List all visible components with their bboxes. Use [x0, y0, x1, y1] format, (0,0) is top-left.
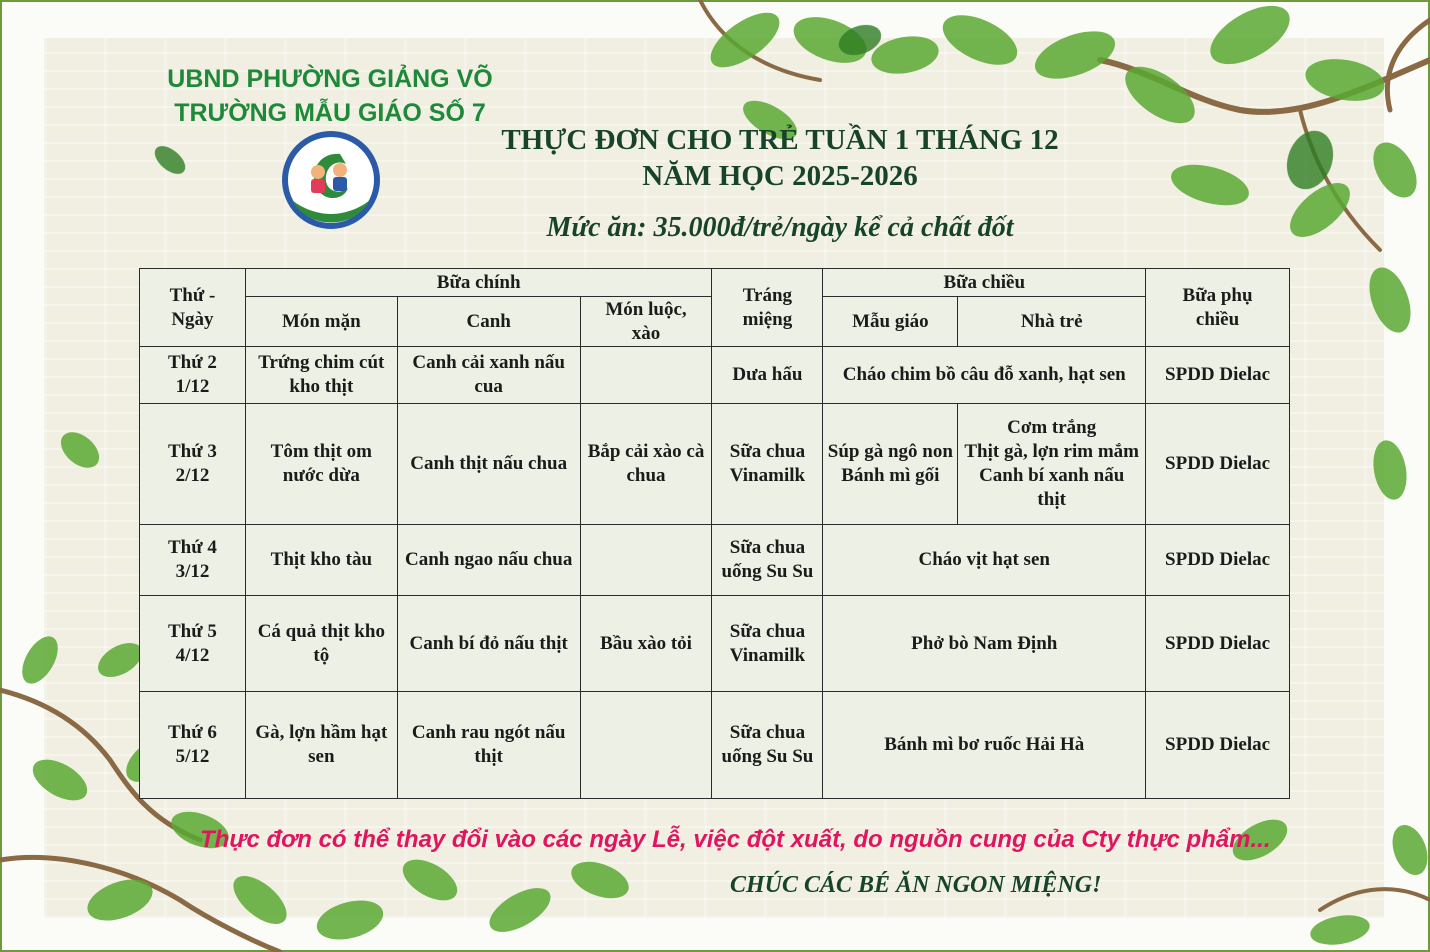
luoc-cell [580, 525, 712, 596]
dessert-cell: Dưa hấu [712, 347, 823, 404]
canh-cell: Canh cải xanh nấu cua [397, 347, 580, 404]
luoc-cell [580, 692, 712, 799]
dessert-cell: Sữa chua Vinamilk [712, 596, 823, 692]
snack-cell: SPDD Dielac [1146, 525, 1290, 596]
school-line1: UBND PHƯỜNG GIẢNG VÕ [167, 65, 493, 93]
day-cell: Thứ 2 1/12 [140, 347, 246, 404]
table-row [140, 525, 1290, 596]
canh-cell: Canh bí đỏ nấu thịt [397, 596, 580, 692]
day-cell: Thứ 5 4/12 [140, 596, 246, 692]
change-note: Thực đơn có thể thay đổi vào các ngày Lễ, việc đột xuất, do nguồn cung của Cty thực phẩm... [200, 826, 1271, 853]
title-line2: NĂM HỌC 2025-2026 [642, 160, 918, 192]
closing-wish: CHÚC CÁC BÉ ĂN NGON MIỆNG! [730, 872, 1102, 898]
afternoon-cell: Cháo vịt hạt sen [823, 525, 1146, 596]
dessert-cell: Sữa chua Vinamilk [712, 404, 823, 525]
afternoon-cell: Phở bò Nam Định [823, 596, 1146, 692]
table-row [140, 404, 1290, 525]
header-dessert: Tráng miệng [712, 269, 823, 347]
menu-title [430, 122, 1130, 194]
luoc-cell: Bầu xào tỏi [580, 596, 712, 692]
table-row [140, 692, 1290, 799]
header-afternoon: Bữa chiều [823, 269, 1146, 297]
dessert-cell: Sữa chua uống Su Su [712, 692, 823, 799]
header-row-1 [140, 269, 1290, 297]
canh-cell: Canh ngao nấu chua [397, 525, 580, 596]
luoc-cell [580, 347, 712, 404]
table-row [140, 596, 1290, 692]
mau-giao-cell: Súp gà ngô non Bánh mì gối [823, 404, 958, 525]
man-cell: Trứng chim cút kho thịt [245, 347, 397, 404]
man-cell: Tôm thịt om nước dừa [245, 404, 397, 525]
man-cell: Gà, lợn hầm hạt sen [245, 692, 397, 799]
snack-cell: SPDD Dielac [1146, 596, 1290, 692]
menu-table [139, 268, 1290, 799]
man-cell: Cá quả thịt kho tộ [245, 596, 397, 692]
afternoon-cell: Bánh mì bơ ruốc Hải Hà [823, 692, 1146, 799]
table-row [140, 347, 1290, 404]
canh-cell: Canh thịt nấu chua [397, 404, 580, 525]
header-canh: Canh [397, 297, 580, 347]
header-luoc: Món luộc, xào [580, 297, 712, 347]
snack-cell: SPDD Dielac [1146, 404, 1290, 525]
day-cell: Thứ 6 5/12 [140, 692, 246, 799]
man-cell: Thịt kho tàu [245, 525, 397, 596]
day-cell: Thứ 3 2/12 [140, 404, 246, 525]
snack-cell: SPDD Dielac [1146, 692, 1290, 799]
day-cell: Thứ 4 3/12 [140, 525, 246, 596]
header-main-meal: Bữa chính [245, 269, 712, 297]
header-mau-giao: Mẫu giáo [823, 297, 958, 347]
school-line2: TRƯỜNG MẪU GIÁO SỐ 7 [174, 99, 486, 127]
title-line1: THỰC ĐƠN CHO TRẺ TUẦN 1 THÁNG 12 [501, 124, 1059, 156]
luoc-cell: Bắp cải xào cà chua [580, 404, 712, 525]
header-day: Thứ - Ngày [140, 269, 246, 347]
school-name [150, 62, 510, 130]
meal-rate: Mức ăn: 35.000đ/trẻ/ngày kể cả chất đốt [546, 212, 1014, 243]
canh-cell: Canh rau ngót nấu thịt [397, 692, 580, 799]
header-man: Món mặn [245, 297, 397, 347]
header-snack: Bữa phụ chiều [1146, 269, 1290, 347]
nha-tre-cell: Cơm trắng Thịt gà, lợn rim mắm Canh bí xanh nấu thịt [958, 404, 1146, 525]
header-nha-tre: Nhà trẻ [958, 297, 1146, 347]
snack-cell: SPDD Dielac [1146, 347, 1290, 404]
school-logo-icon [278, 130, 384, 230]
afternoon-cell: Cháo chim bồ câu đỗ xanh, hạt sen [823, 347, 1146, 404]
dessert-cell: Sữa chua uống Su Su [712, 525, 823, 596]
